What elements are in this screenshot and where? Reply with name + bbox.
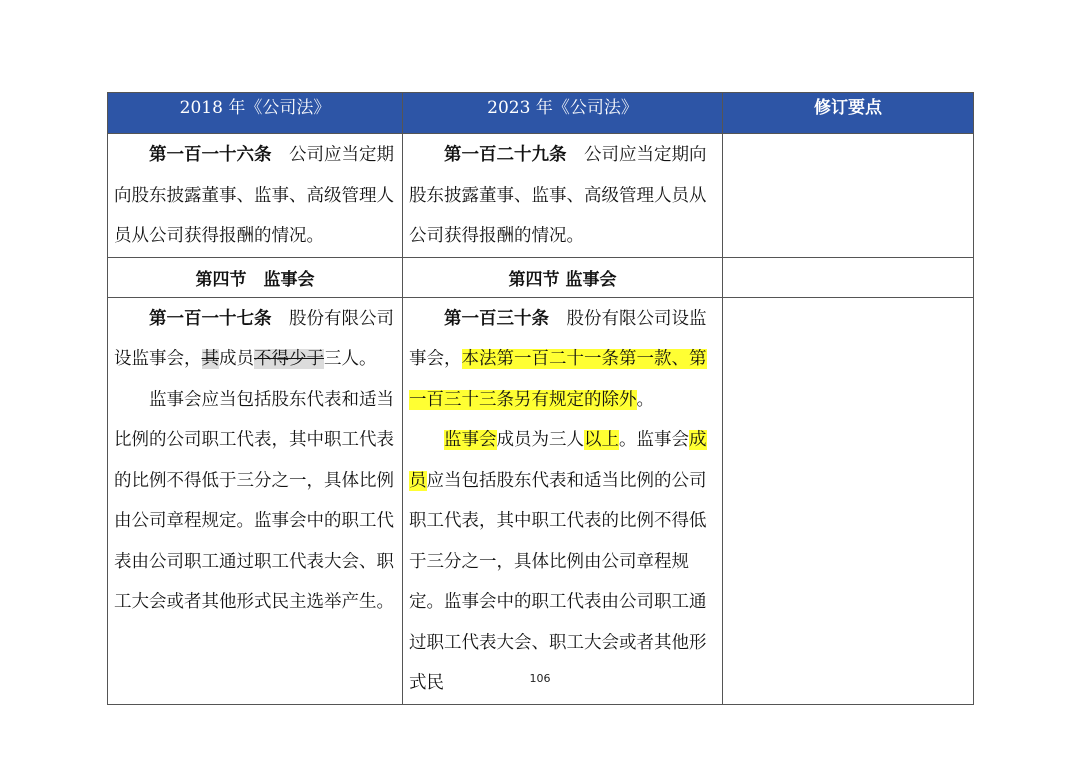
revision-note-cell [723,257,974,297]
article-number: 第一百一十七条 [149,308,272,329]
paragraph: 第一百三十条 股份有限公司设监事会，本法第一百二十一条第一款、第一百三十三条另有规定的除外。 [409,308,707,410]
page-number: 106 [529,672,551,685]
table-row [108,297,974,704]
article-number: 第一百三十条 [444,308,549,329]
paragraph: 监事会成员为三人以上。监事会成员应当包括股东代表和适当比例的公司职工代表，其中职工代表的比例不得低于三分之一，具体比例由公司章程规定。监事会中的职工代表由公司职工通过职工代表大会、职工大会或者其他形式民 [409,430,707,693]
section-title-old: 第四节 监事会 [108,257,403,297]
article-text: 公司应当定期向股东披露董事、监事、高级管理人员从公司获得报酬的情况。 [114,145,394,246]
header-2018: 2018 年《公司法》 [108,93,403,134]
section-row [108,257,974,297]
revision-note-cell [723,297,974,704]
paragraph: 监事会应当包括股东代表和适当比例的公司职工代表，其中职工代表的比例不得低于三分之一，具体比例由公司章程规定。监事会中的职工代表由公司职工通过职工代表大会、职工大会或者其他形式民主选举产生。 [114,389,394,612]
section-title-new: 第四节 监事会 [403,257,723,297]
article-number: 第一百一十六条 [149,145,272,165]
added-text: 本法第一百二十一条第一款、第一百三十三条另有规定的除外 [409,349,707,410]
old-law-cell [108,297,403,704]
article-number: 第一百二十九条 [444,145,567,165]
added-text: 以上 [584,430,619,450]
deleted-text: 其 [201,349,219,369]
deleted-text: 不得少于 [254,349,324,369]
revision-note-cell [723,134,974,258]
old-law-cell [108,134,403,258]
header-row [108,93,974,134]
article-text: 公司应当定期向股东披露董事、监事、高级管理人员从公司获得报酬的情况。 [409,145,707,246]
new-law-cell [403,297,723,704]
added-text: 监事会 [444,430,497,450]
header-revision-notes: 修订要点 [723,93,974,134]
added-text: 成员 [409,430,707,491]
header-2023: 2023 年《公司法》 [403,93,723,134]
comparison-table [107,92,974,705]
paragraph: 第一百一十七条 股份有限公司设监事会，其成员不得少于三人。 [114,308,394,369]
table-row [108,134,974,258]
new-law-cell [403,134,723,258]
